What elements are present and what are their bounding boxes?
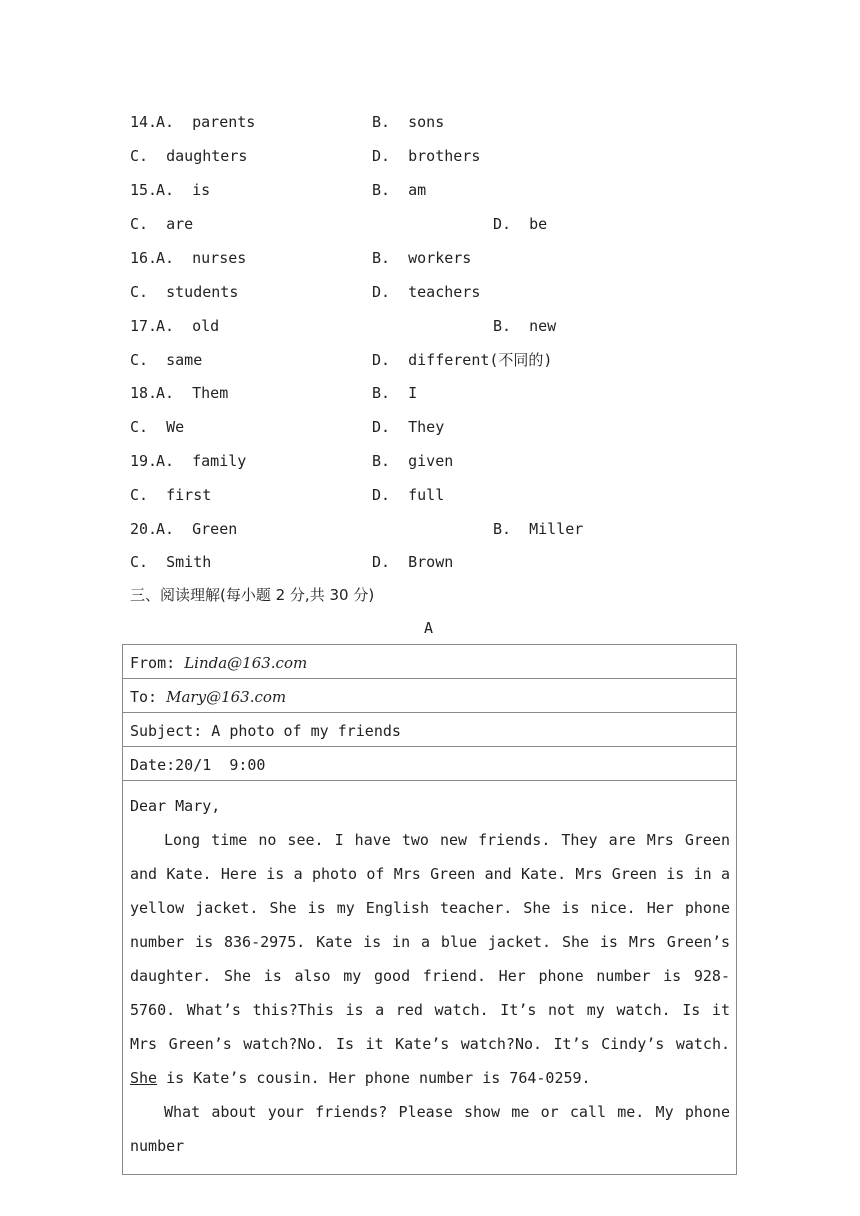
question-18-option-a: A. Them bbox=[156, 384, 229, 402]
question-20-option-d: D. Brown bbox=[372, 553, 454, 571]
email-paragraph-2: What about your friends? Please show me or call me. My phone number bbox=[130, 1103, 730, 1155]
paragraph-1-text-end: is Kate’s cousin. Her phone number is 764-0259. bbox=[157, 1069, 591, 1087]
question-17-option-c: C. same bbox=[130, 351, 203, 369]
underlined-pronoun: She bbox=[130, 1069, 158, 1087]
email-greeting: Dear Mary, bbox=[130, 797, 221, 815]
question-14-option-d: D. brothers bbox=[372, 147, 481, 165]
from-address: Linda@163.com bbox=[184, 654, 308, 672]
question-15-number: 15. bbox=[130, 181, 158, 199]
question-16-option-a: A. nurses bbox=[156, 249, 247, 267]
question-18-option-c: C. We bbox=[130, 418, 185, 436]
email-date-row bbox=[123, 747, 736, 781]
question-20-number: 20. bbox=[130, 520, 158, 538]
email-from-row bbox=[123, 645, 736, 679]
to-address: Mary@163.com bbox=[166, 688, 287, 706]
email-to bbox=[130, 687, 286, 707]
question-15-option-d: D. be bbox=[493, 215, 548, 233]
email-subject: Subject: A photo of my friends bbox=[130, 722, 401, 740]
to-label: To: bbox=[130, 688, 167, 706]
from-label: From: bbox=[130, 654, 185, 672]
question-19-option-d: D. full bbox=[372, 486, 445, 504]
email-to-row bbox=[123, 679, 736, 713]
question-15-option-c: C. are bbox=[130, 215, 194, 233]
email-paragraph-1 bbox=[130, 823, 730, 1095]
question-18-option-b: B. I bbox=[372, 384, 418, 402]
email-subject-row bbox=[123, 713, 736, 747]
question-14-number: 14. bbox=[130, 113, 158, 131]
question-17-option-b: B. new bbox=[493, 317, 557, 335]
paragraph-1-text: Long time no see. I have two new friends. They are Mrs Green and Kate. Here is a photo of Mrs Green and Kate. Mrs Green is in a yellow jacket. She is my English teacher. She is nice. Her phone number is 836-2975. Kate is in a blue jacket. She is Mrs Green’s daughter. She is also my good friend. Her phone number is 928-5760. What’s this?This is a red watch. It’s not my watch. Is it Mrs Green’s watch?No. Is it Kate’s watch?No. It’s Cindy’s watch. bbox=[130, 831, 730, 1053]
question-19-option-b: B. given bbox=[372, 452, 454, 470]
passage-label: A bbox=[424, 619, 434, 637]
question-15-option-b: B. am bbox=[372, 181, 427, 199]
question-20-option-c: C. Smith bbox=[130, 553, 212, 571]
question-14-option-a: A. parents bbox=[156, 113, 256, 131]
question-17-number: 17. bbox=[130, 317, 158, 335]
question-15-option-a: A. is bbox=[156, 181, 211, 199]
email-from bbox=[130, 653, 307, 673]
question-16-number: 16. bbox=[130, 249, 158, 267]
question-16-option-d: D. teachers bbox=[372, 283, 481, 301]
email-body bbox=[123, 781, 736, 1175]
question-16-option-b: B. workers bbox=[372, 249, 472, 267]
email-table bbox=[122, 644, 737, 1175]
question-16-option-c: C. students bbox=[130, 283, 239, 301]
question-20-option-a: A. Green bbox=[156, 520, 238, 538]
question-19-option-c: C. first bbox=[130, 486, 212, 504]
question-17-option-a: A. old bbox=[156, 317, 220, 335]
question-14-option-b: B. sons bbox=[372, 113, 445, 131]
email-date: Date:20/1 9:00 bbox=[130, 756, 266, 774]
question-17-option-d: D. different(不同的) bbox=[372, 351, 553, 369]
question-14-option-c: C. daughters bbox=[130, 147, 248, 165]
question-18-number: 18. bbox=[130, 384, 158, 402]
question-19-option-a: A. family bbox=[156, 452, 247, 470]
question-18-option-d: D. They bbox=[372, 418, 445, 436]
question-19-number: 19. bbox=[130, 452, 158, 470]
section-title: 三、阅读理解(每小题 2 分,共 30 分) bbox=[130, 586, 375, 604]
question-20-option-b: B. Miller bbox=[493, 520, 584, 538]
